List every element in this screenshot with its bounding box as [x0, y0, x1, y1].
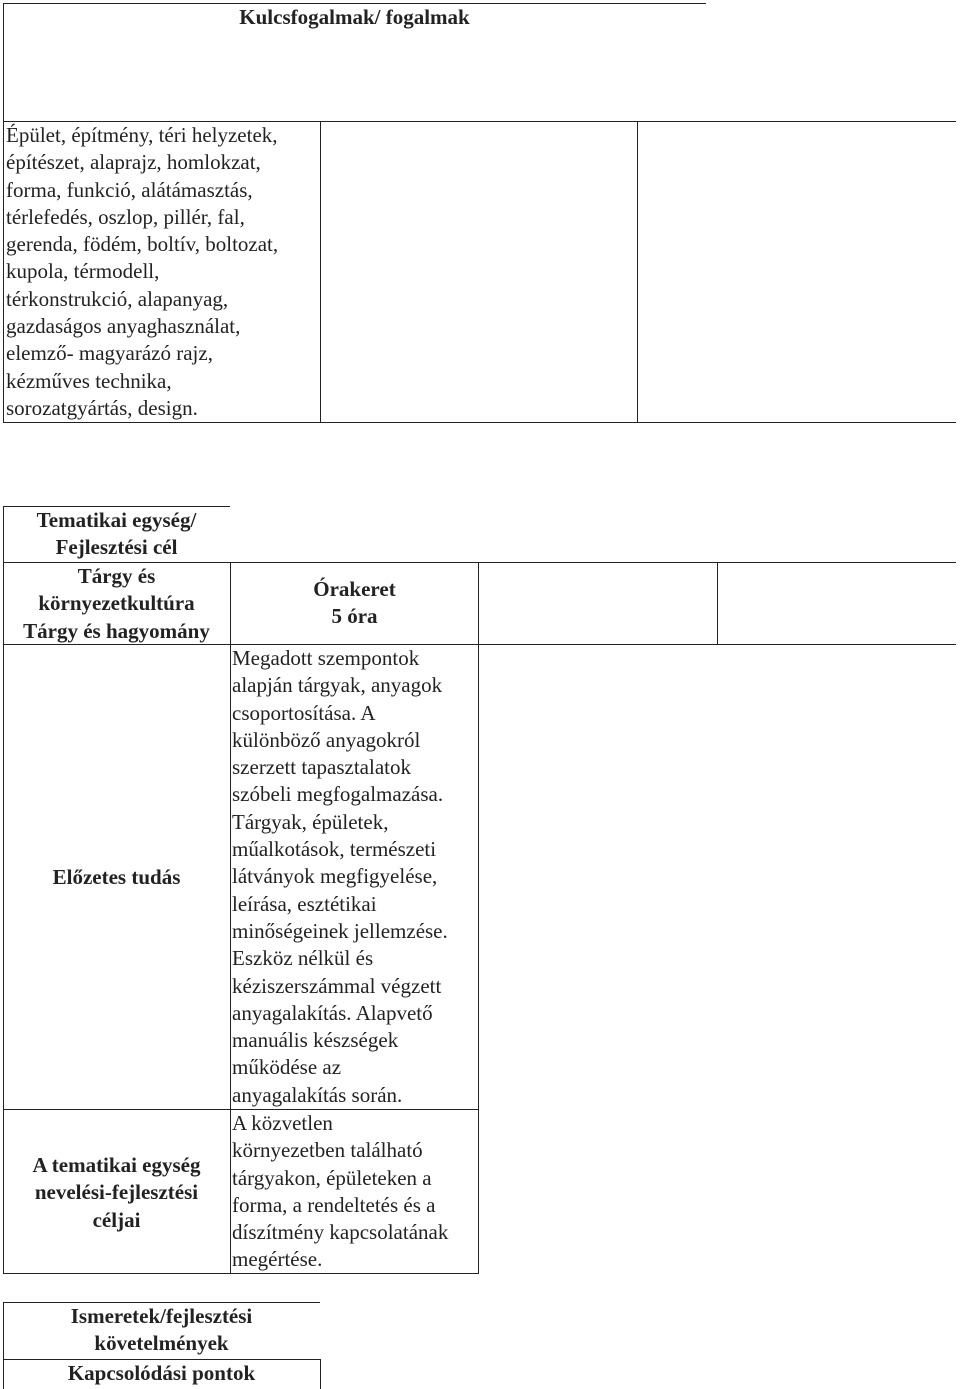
table-border	[320, 121, 321, 423]
concept-line: építészet, alaprajz, homlokzat,	[6, 150, 261, 175]
prior-line: Megadott szempontok	[232, 646, 420, 670]
table-border	[320, 1359, 321, 1389]
prior-line: manuális készségek	[232, 1028, 399, 1053]
hours-label: Órakeret	[313, 577, 396, 601]
key-concepts-list	[6, 122, 318, 422]
table-border	[3, 3, 4, 423]
prior-line: Eszköz nélkül és	[232, 946, 374, 971]
requirements-label-line: követelmények	[94, 1331, 229, 1356]
goals-line: környezetben található	[232, 1138, 423, 1163]
concept-line: elemző- magyarázó rajz,	[6, 341, 213, 366]
table-border	[478, 562, 479, 1274]
table-border	[637, 121, 638, 423]
table-border	[717, 562, 718, 644]
hours-value: 5 óra	[331, 604, 378, 629]
requirements-label-line: Ismeretek/fejlesztési	[70, 1304, 253, 1328]
prior-line: anyagalakítás során.	[232, 1082, 403, 1107]
prior-line: különböző anyagokról	[232, 727, 421, 752]
prior-line: leírása, esztétikai	[232, 891, 377, 916]
prior-line: szóbeli megfogalmazása.	[232, 782, 444, 807]
goals-line: forma, a rendeltetés és a	[232, 1192, 436, 1217]
prior-line: anyagalakítás. Alapvető	[232, 1000, 433, 1025]
prior-line: Tárgyak, épületek,	[232, 809, 389, 834]
concept-line: forma, funkció, alátámasztás,	[6, 177, 253, 202]
key-concepts-header: Kulcsfogalmak/ fogalmak	[239, 5, 470, 29]
prior-line: kéziszerszámmal végzett	[232, 973, 442, 998]
prior-line: minőségeinek jellemzése.	[232, 918, 448, 943]
prior-line: alapján tárgyak, anyagok	[232, 673, 443, 698]
prior-line: látványok megfigyelése,	[232, 864, 438, 889]
concept-line: kupola, térmodell,	[6, 259, 160, 284]
table-border	[230, 562, 231, 1274]
hours-cell	[231, 576, 478, 631]
goals-label-line: céljai	[92, 1207, 141, 1232]
connection-points-label: Kapcsolódási pontok	[67, 1361, 256, 1385]
concept-line: gerenda, födém, boltív, boltozat,	[6, 232, 279, 257]
goals-line: megértése.	[232, 1247, 323, 1272]
concept-line: sorozatgyártás, design.	[6, 395, 198, 420]
unit-label-line: Fejlesztési cél	[55, 535, 178, 560]
concept-line: térkonstrukció, alapanyag,	[6, 286, 229, 311]
prior-line: működése az	[232, 1055, 342, 1080]
goals-label	[3, 1152, 230, 1234]
requirements-label	[3, 1303, 320, 1358]
goals-label-line: A tematikai egység	[32, 1153, 201, 1177]
prior-knowledge-text	[232, 645, 478, 1109]
goals-label-line: nevelési-fejlesztési	[34, 1180, 199, 1205]
unit-title-line: környezetkultúra	[38, 591, 195, 616]
unit-title	[3, 563, 230, 645]
prior-line: csoportosítása. A	[232, 700, 376, 725]
goals-line: tárgyakon, épületeken a	[232, 1165, 432, 1190]
unit-label	[3, 507, 230, 562]
prior-line: műalkotások, természeti	[232, 837, 437, 862]
unit-title-line: Tárgy és hagyomány	[23, 618, 210, 643]
concept-line: kézműves technika,	[6, 368, 172, 393]
goals-line: A közvetlen	[232, 1111, 333, 1135]
goals-line: díszítmény kapcsolatának	[232, 1220, 449, 1245]
concept-line: gazdaságos anyaghasználat,	[6, 314, 241, 339]
prior-line: szerzett tapasztalatok	[232, 755, 411, 780]
goals-text	[232, 1110, 478, 1274]
unit-title-line: Tárgy és	[77, 564, 156, 588]
unit-label-line: Tematikai egység/	[36, 508, 197, 532]
concept-line: Épület, építmény, téri helyzetek,	[6, 123, 278, 147]
prior-knowledge-label: Előzetes tudás	[52, 865, 181, 889]
concept-line: térlefedés, oszlop, pillér, fal,	[6, 204, 245, 229]
